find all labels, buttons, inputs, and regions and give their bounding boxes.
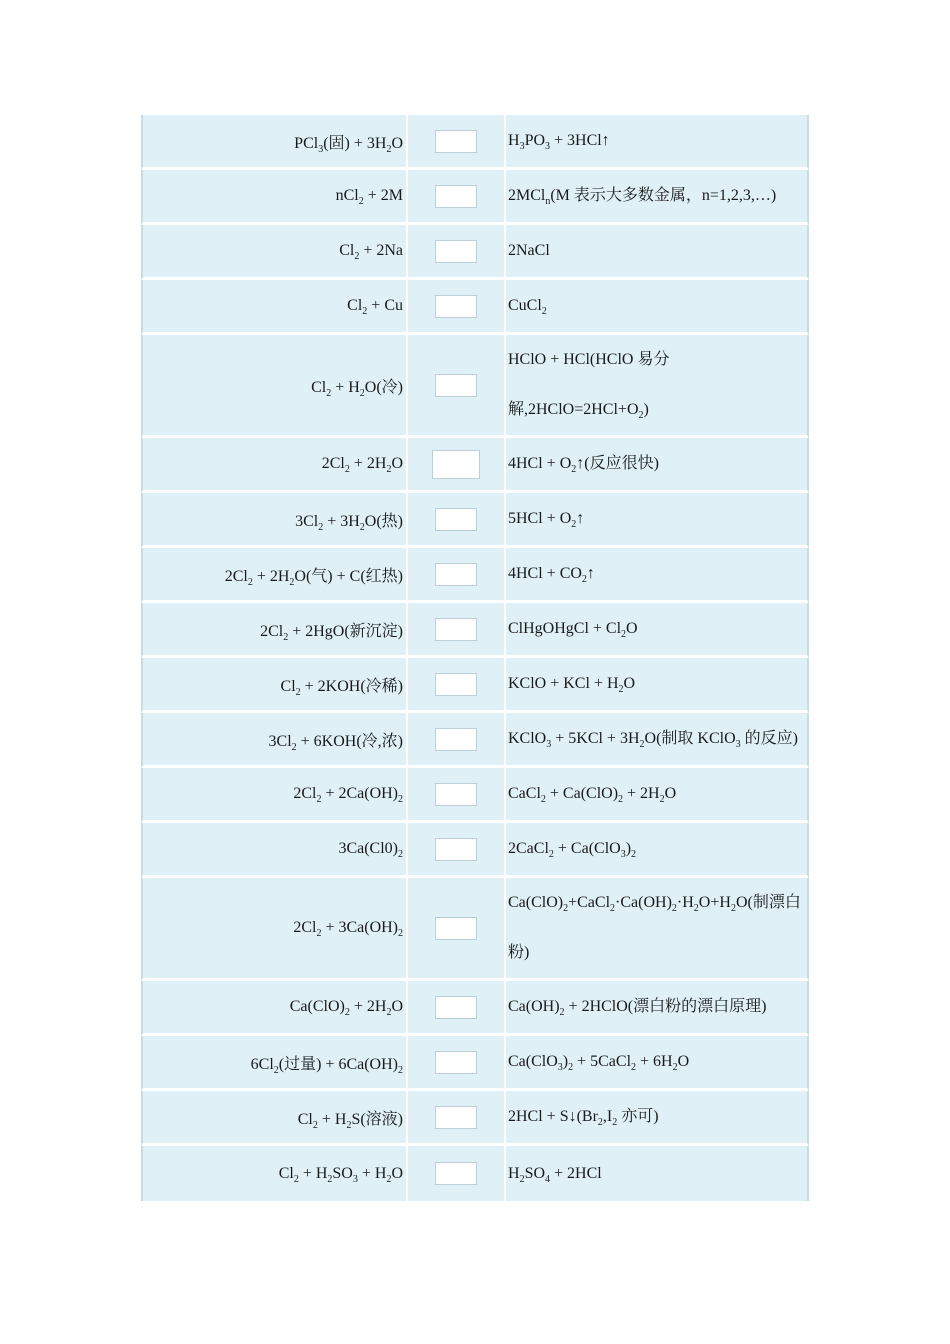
table-row [141,1036,809,1091]
blank-answer-box[interactable] [435,1051,477,1074]
table-row [141,713,809,768]
products-cell: 2MCl$_n$(M 表示大多数金属，n=1,2,3,…) [505,170,809,225]
blank-answer-box[interactable] [435,673,477,696]
table-row [141,658,809,713]
blank-answer-box[interactable] [435,508,477,531]
blank-answer-box[interactable] [435,917,477,940]
blank-answer-box[interactable] [435,1162,477,1185]
table-row [141,225,809,280]
table-row [141,493,809,548]
reactants-cell: $Cl_2 + H_2O$(冷) [141,335,407,438]
arrow-cell [407,768,505,823]
products-cell: $Ca(ClO)_2+CaCl_2\cdot Ca(OH)_2\cdot H_2O+H_2O$(制漂白粉) [505,878,809,981]
reactants-cell: $Cl_2 + H_2S$(溶液) [141,1091,407,1146]
products-cell: $5HCl + O_2↑$ [505,493,809,548]
table-row [141,1091,809,1146]
reactants-cell: $2Cl_2 + 2HgO$(新沉淀) [141,603,407,658]
arrow-cell [407,335,505,438]
table-row [141,170,809,225]
products-cell: KClO$_3$ + $5KCl + 3H_2O$(制取 KClO$_3$ 的反应) [505,713,809,768]
arrow-cell [407,658,505,713]
blank-answer-box[interactable] [435,783,477,806]
arrow-cell [407,603,505,658]
blank-answer-box[interactable] [435,374,477,397]
reactants-cell: $Cl_2 + H_2SO_3 + H_2O$ [141,1146,407,1201]
table-row [141,878,809,981]
equation-table [141,115,809,1201]
table-row [141,280,809,335]
arrow-cell [407,115,505,170]
reactants-cell: $Ca(ClO)_2 + 2H_2O$ [141,981,407,1036]
products-cell: $Ca(OH)_2$ + 2HClO(漂白粉的漂白原理) [505,981,809,1036]
table-row [141,335,809,438]
reactants-cell: $3Cl_2 + 6KOH$(冷,浓) [141,713,407,768]
reactants-cell: $Cl_2 + Cu$ [141,280,407,335]
products-cell: ClHgOHgCl + $Cl_2O$ [505,603,809,658]
arrow-cell [407,878,505,981]
products-cell: 2CaCl$_2$ + $Ca(ClO_3)_2$ [505,823,809,878]
blank-answer-box[interactable] [435,130,477,153]
arrow-cell [407,1146,505,1201]
table-row [141,1146,809,1201]
table-row [141,438,809,493]
blank-answer-box[interactable] [435,996,477,1019]
table-row [141,115,809,170]
table-row [141,768,809,823]
blank-answer-box[interactable] [432,450,480,479]
table-row [141,823,809,878]
blank-answer-box[interactable] [435,838,477,861]
arrow-cell [407,981,505,1036]
products-cell: KClO + KCl + $H_2O$ [505,658,809,713]
reactants-cell: PCl$_3$(固) + $3H_2O$ [141,115,407,170]
products-cell: $Ca(ClO_3)_2$ + 5CaCl$_2$ + $6H_2O$ [505,1036,809,1091]
arrow-cell [407,438,505,493]
reactants-cell: $2Cl_2 + 3Ca(OH)_2$ [141,878,407,981]
products-cell: CaCl$_2$ + $Ca(ClO)_2 + 2H_2O$ [505,768,809,823]
blank-answer-box[interactable] [435,728,477,751]
arrow-cell [407,170,505,225]
products-cell: $H_2SO_4 + 2HCl$ [505,1146,809,1201]
blank-answer-box[interactable] [435,1106,477,1129]
arrow-cell [407,1036,505,1091]
arrow-cell [407,225,505,280]
reactants-cell: $Cl_2 + 2Na$ [141,225,407,280]
blank-answer-box[interactable] [435,618,477,641]
reactants-cell: $2Cl_2 + 2H_2O$ [141,438,407,493]
products-cell: HClO + HCl(HClO 易分解$,2HClO=2HCl+O_2$) [505,335,809,438]
products-cell: $2HCl + S↓(Br_2,I_2$ 亦可) [505,1091,809,1146]
reactants-cell: $2Cl_2 + 2Ca(OH)_2$ [141,768,407,823]
reactants-cell: $2Cl_2 + 2H_2O$(气) + C(红热) [141,548,407,603]
arrow-cell [407,1091,505,1146]
products-cell: CuCl$_2$ [505,280,809,335]
arrow-cell [407,713,505,768]
reactants-cell: $Cl_2 + 2KOH$(冷稀) [141,658,407,713]
table-row [141,981,809,1036]
arrow-cell [407,548,505,603]
table-row [141,603,809,658]
arrow-cell [407,823,505,878]
reactants-cell: $3Ca(Cl0)_2$ [141,823,407,878]
reactants-cell: $3Cl_2 + 3H_2O$(热) [141,493,407,548]
products-cell: $H_3PO_3$ + 3HCl↑ [505,115,809,170]
products-cell: $4HCl + O_2↑$(反应很快) [505,438,809,493]
blank-answer-box[interactable] [435,240,477,263]
blank-answer-box[interactable] [435,185,477,208]
arrow-cell [407,493,505,548]
reactants-cell: nCl$_2$ + 2M [141,170,407,225]
blank-answer-box[interactable] [435,295,477,318]
reactants-cell: $6Cl_2$(过量) + $6Ca(OH)_2$ [141,1036,407,1091]
products-cell: 2NaCl [505,225,809,280]
products-cell: $4HCl + CO_2↑$ [505,548,809,603]
arrow-cell [407,280,505,335]
blank-answer-box[interactable] [435,563,477,586]
table-row [141,548,809,603]
